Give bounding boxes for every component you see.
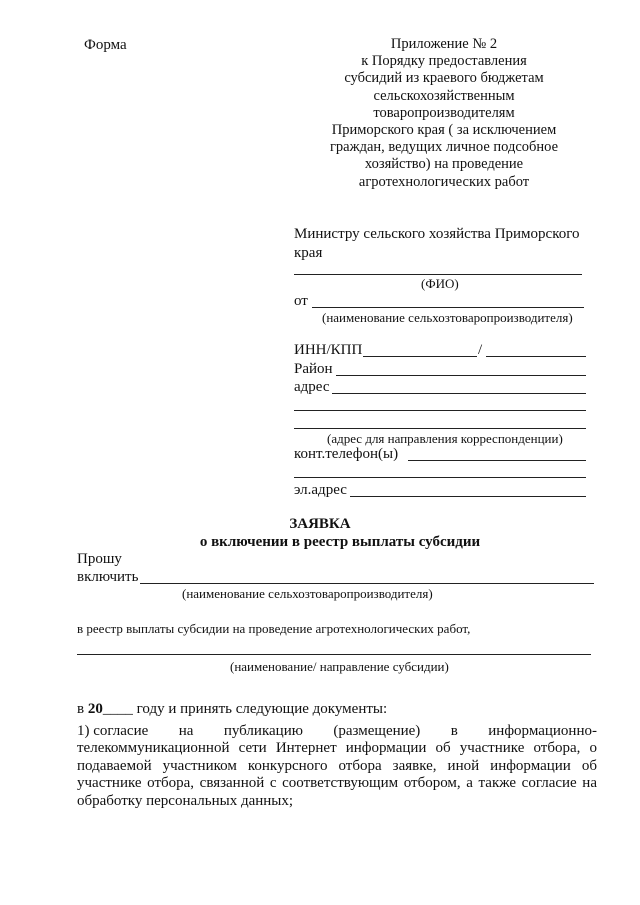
document-subtitle: о включении в реестр выплаты субсидии: [199, 534, 481, 550]
appendix-line: Приморского края ( за исключением: [331, 122, 557, 139]
from-label: от: [294, 293, 308, 309]
inn-separator: /: [478, 342, 483, 358]
inn-label: ИНН/КПП: [294, 342, 363, 358]
direction-blank[interactable]: [77, 654, 591, 655]
include-producer-blank[interactable]: [140, 583, 594, 584]
item-1-text: телекоммуникационной сети Интернет информации об участнике отбора, о подаваемой участником конкурсного отбора заявке, иной информации об участнике отбора, связанной с соответствующим отбором, а также согласие на обработку персональных данных;: [77, 740, 597, 809]
phone-blank[interactable]: [408, 460, 586, 461]
item-1-word: в: [450, 723, 458, 739]
item-1: [77, 723, 597, 810]
address-blank-2[interactable]: [294, 410, 586, 411]
item-1-word: (размещение): [333, 723, 421, 739]
phone-label: конт.телефон(ы): [294, 446, 399, 462]
appendix-line: товаропроизводителям: [373, 104, 515, 121]
appendix-line: Приложение № 2: [390, 36, 498, 52]
appendix-line: сельскохозяйственным: [373, 87, 515, 104]
address-caption: (адрес для направления корреспонденции): [327, 431, 563, 446]
item-1-word: 1) согласие: [77, 723, 149, 739]
phone-blank-2[interactable]: [294, 477, 586, 478]
appendix-line: к Порядку предоставления: [361, 53, 527, 70]
year-suffix: году и принять следующие документы:: [136, 701, 388, 717]
direction-caption: (наименование/ направление субсидии): [230, 659, 449, 674]
year-line: [77, 700, 387, 718]
include-producer-caption: (наименование сельхозтоваропроизводителя): [182, 586, 433, 601]
item-1-word: на: [178, 723, 194, 739]
appendix-line: граждан, ведущих личное подсобное: [329, 139, 559, 156]
item-1-word: информационно-: [488, 723, 597, 739]
registry-text: в реестр выплаты субсидии на проведение агротехнологических работ,: [77, 621, 471, 636]
fio-blank[interactable]: [294, 274, 582, 275]
prosu-label: Прошу: [77, 551, 122, 567]
district-blank[interactable]: [336, 375, 586, 376]
inn-blank[interactable]: [363, 356, 477, 357]
addressee-line-1: Министру сельского хозяйства Приморского: [294, 226, 580, 242]
year-blank[interactable]: ____: [102, 701, 133, 717]
email-blank[interactable]: [350, 496, 586, 497]
appendix-line: хозяйство) на проведение: [364, 156, 524, 173]
producer-caption: (наименование сельхозтоваропроизводителя): [322, 310, 573, 325]
appendix-line: субсидий из краевого бюджетам: [344, 70, 544, 87]
include-label: включить: [77, 569, 139, 585]
kpp-blank[interactable]: [486, 356, 586, 357]
email-label: эл.адрес: [294, 482, 347, 498]
form-label: Форма: [84, 37, 127, 53]
year-value: 20: [87, 701, 103, 717]
district-label: Район: [294, 361, 333, 377]
appendix-block: [318, 36, 570, 191]
producer-blank[interactable]: [312, 307, 584, 308]
year-prefix: в: [77, 701, 85, 717]
item-1-first-line: [77, 723, 597, 740]
addressee-line-2: края: [294, 245, 323, 261]
document-title: ЗАЯВКА: [289, 516, 351, 532]
address-blank-3[interactable]: [294, 428, 586, 429]
address-label: адрес: [294, 379, 330, 395]
address-blank[interactable]: [332, 393, 586, 394]
appendix-line: агротехнологических работ: [358, 173, 530, 190]
item-1-word: публикацию: [223, 723, 303, 739]
fio-caption: (ФИО): [421, 276, 459, 291]
